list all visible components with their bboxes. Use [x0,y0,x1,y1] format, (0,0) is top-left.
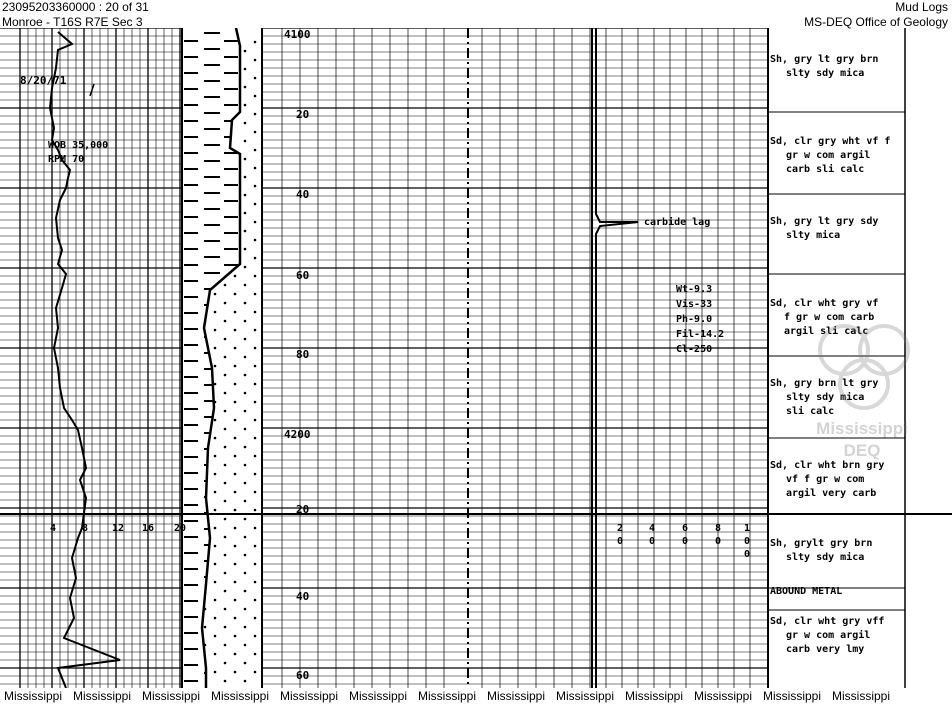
depth-label: 60 [296,669,310,682]
description-line: carb very lmy [786,644,865,655]
gas-curve [596,28,638,688]
footer-label: Mississippi [4,689,63,703]
description-line: gr w com argil [786,150,871,161]
wob-note: WOB 35,000 [48,140,109,151]
lithology-column [182,28,262,688]
gas-scale-top: 2 [617,523,624,534]
description-line: slty sdy mica [786,392,865,403]
description-line: Sd, clr wht gry vff [770,616,885,627]
depth-label: 40 [296,590,310,603]
description-line: Sh, grylt gry brn [770,538,873,549]
description-line: argil sli calc [784,326,869,337]
gas-scale-bottom: 0 [649,536,656,547]
description-line: Sd, clr gry wht vf f [770,136,891,147]
depth-label: 4200 [284,428,311,441]
description-line: Sd, clr wht brn gry [770,460,885,471]
description-line: f gr w com carb [784,312,875,323]
footer-label: Mississippi [211,689,270,703]
footer-label: Mississippi [280,689,339,703]
mud-property: Fil-14.2 [676,329,725,340]
depth-labels [284,28,311,682]
gas-scale-top: 1 [744,523,751,534]
mud-log-image [0,28,952,688]
document-id: 23095203360000 : 20 of 31 [2,0,149,14]
depth-label: 40 [296,188,310,201]
gas-scale-top: 8 [715,523,722,534]
description-line: gr w com argil [786,630,871,641]
gas-scale [617,523,750,560]
footer-label: Mississippi [556,689,615,703]
scale-label: 4 [50,523,57,534]
watermark-text: Mississippi [816,419,908,438]
scale-label: 16 [142,523,155,534]
footer-strip [0,688,952,705]
date-note: 8/20/71 [20,74,67,87]
gas-scale-top: 4 [649,523,656,534]
footer-label: Mississippi [625,689,684,703]
footer-label: Mississippi [694,689,753,703]
description-column [770,54,890,655]
mud-property: Vis-33 [676,299,713,310]
carbide-lag-note: carbide lag [644,217,711,228]
scale-label: 20 [174,523,187,534]
scale-label: 8 [82,523,89,534]
drill-rate-curve [50,32,120,688]
depth-label: 20 [296,503,310,516]
agency-name: MS-DEQ Office of Geology [804,15,948,29]
description-line: vf f gr w com [786,474,865,485]
depth-label: 60 [296,269,310,282]
description-line: slty sdy mica [786,552,865,563]
depth-label: 4100 [284,28,311,41]
mud-property: Cl-250 [676,344,713,355]
description-line: carb sli calc [786,164,865,175]
gas-scale-top: 6 [682,523,689,534]
gas-scale-bottom: 0 [744,536,751,547]
mud-property: Ph-9.0 [676,314,713,325]
mud-property: Wt-9.3 [676,284,713,295]
gas-scale-bottom: 0 [682,536,689,547]
description-line: argil very carb [786,488,877,499]
description-line: Sh, gry brn lt gry [770,378,879,389]
footer-label: Mississippi [418,689,477,703]
description-line: Sh, gry lt gry brn [770,54,879,65]
drill-rate-scale [50,523,186,534]
footer-label: Mississippi [349,689,408,703]
mud-properties [676,284,724,355]
footer-label: Mississippi [487,689,546,703]
footer-label: Mississippi [832,689,891,703]
gas-scale-bottom: 0 [715,536,722,547]
footer-label: Mississippi [142,689,201,703]
description-line: slty sdy mica [786,68,865,79]
gas-scale-third: 0 [744,549,751,560]
description-line: slty mica [786,230,841,241]
description-line: Sh, gry lt gry sdy [770,216,879,227]
well-location: Monroe - T16S R7E Sec 3 [2,15,143,29]
description-line: Sd, clr wht gry vf [770,298,879,309]
footer-label: Mississippi [763,689,822,703]
description-line: ABOUND METAL [770,586,843,597]
watermark-text: DEQ [843,441,881,460]
gas-scale-bottom: 0 [617,536,624,547]
depth-label: 20 [296,108,310,121]
depth-label: 80 [296,348,310,361]
footer-label: Mississippi [73,689,132,703]
rpm-note: RPM 70 [48,154,85,165]
description-line: sli calc [786,406,835,417]
document-type: Mud Logs [895,0,948,14]
scale-label: 12 [112,523,125,534]
